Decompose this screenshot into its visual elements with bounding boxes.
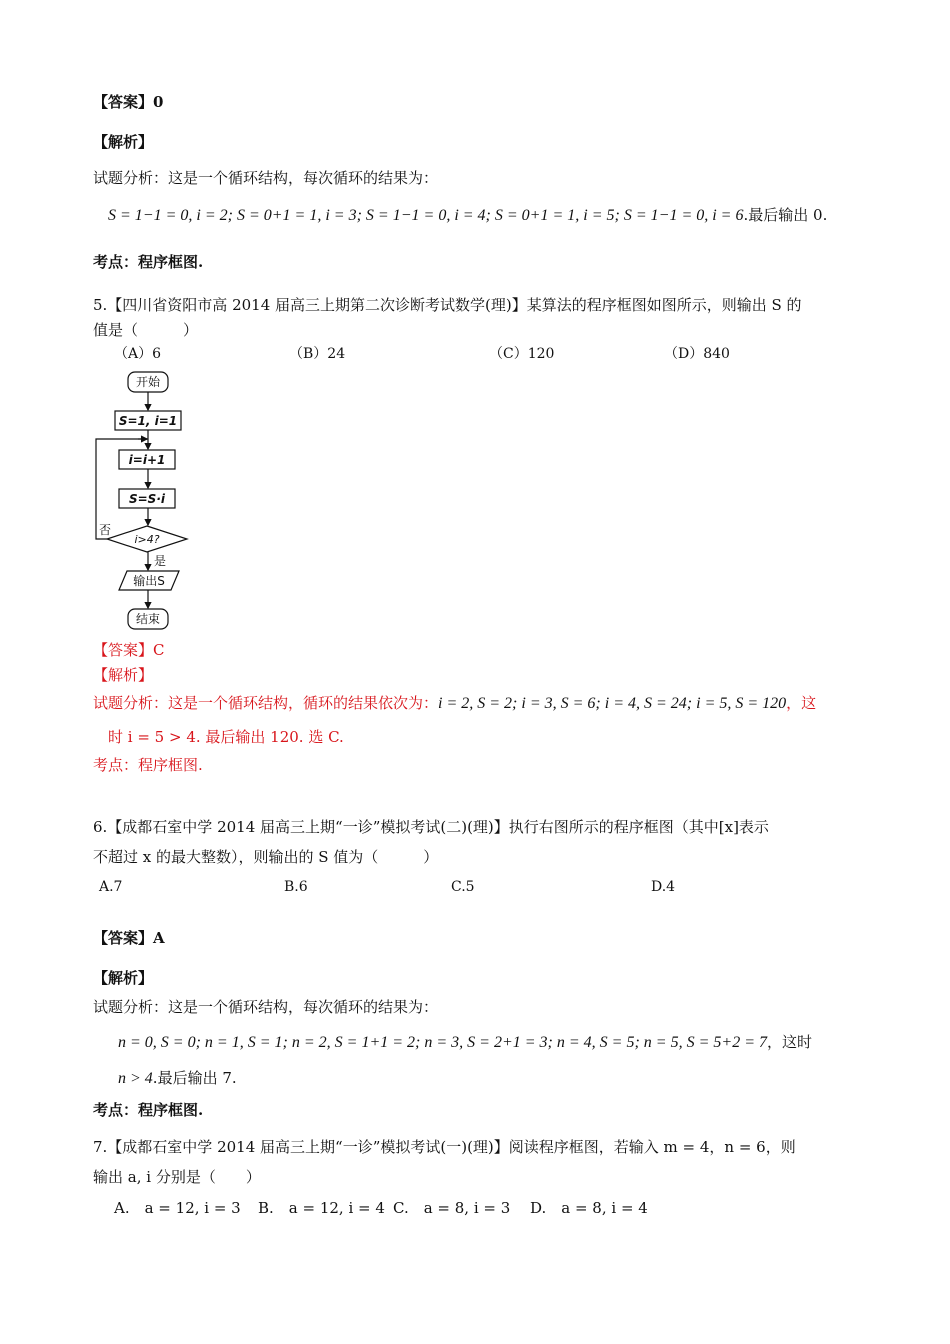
q4-analysis-label: 【解析】: [93, 133, 154, 151]
q4-analysis-intro: 试题分析：这是一个循环结构，每次循环的结果为：: [93, 169, 439, 187]
q5-analysis-math: i = 2, S = 2; i = 3, S = 6; i = 4, S = 24; i = 5, S = 120: [438, 695, 787, 712]
q6-steps: n = 0, S = 0; n = 1, S = 1; n = 2, S = 1+1 = 2; n = 3, S = 2+1 = 3; n = 4, S = 5; n = 5, S = 5+2 = 7: [118, 1034, 767, 1051]
flow-yes-label: 是: [153, 554, 167, 568]
q5-option-a: （A）6: [114, 346, 162, 362]
q5-flowchart: [93, 366, 193, 634]
q5-analysis-line2-b: . 最后输出 120. 选 C.: [195, 728, 344, 746]
q6-line2-a: n > 4: [118, 1070, 153, 1087]
q5-analysis-tail: ，这: [786, 694, 817, 712]
q5-analysis-line1: [93, 693, 816, 714]
q7-option-b: B. a = 12, i = 4: [258, 1199, 385, 1217]
q6-steps-line: [118, 1032, 812, 1053]
q6-line2-b: .最后输出 7.: [152, 1069, 237, 1087]
q6-stem-line2: 不超过 x 的最大整数），则输出的 S 值为（ ）: [93, 848, 439, 866]
q5-stem-line2: 值是（ ）: [93, 321, 199, 339]
q6-analysis-label: 【解析】: [93, 969, 154, 987]
q7-option-c: C. a = 8, i = 3: [393, 1199, 511, 1217]
q4-steps: S = 1−1 = 0, i = 2; S = 0+1 = 1, i = 3; S = 1−1 = 0, i = 4; S = 0+1 = 1, i = 5; S = 1−1 = 0, i = 6: [108, 207, 744, 224]
q6-option-b: B.6: [284, 879, 308, 895]
q5-answer: 【答案】C: [93, 641, 165, 659]
q6-option-a: A.7: [99, 879, 123, 895]
q4-point: 考点：程序框图.: [93, 253, 204, 271]
q5-point: 考点：程序框图.: [93, 756, 203, 774]
q7-option-a: A. a = 12, i = 3: [114, 1199, 241, 1217]
q6-answer: 【答案】A: [93, 929, 165, 947]
q6-point: 考点：程序框图.: [93, 1101, 204, 1119]
q5-option-d: （D）840: [664, 346, 730, 362]
q5-analysis-label: 【解析】: [93, 666, 154, 684]
q7-stem-line1: 7.【成都石室中学 2014 届高三上期“一诊”模拟考试(一)(理)】阅读程序框图，若输入 m = 4，n = 6，则: [93, 1138, 796, 1156]
q5-analysis-intro: 试题分析：这是一个循环结构，循环的结果依次为：: [93, 694, 439, 712]
q6-stem-line1: 6.【成都石室中学 2014 届高三上期“一诊”模拟考试(二)(理)】执行右图所示的程序框图（其中[x]表示: [93, 818, 769, 836]
q6-analysis-intro: 试题分析：这是一个循环结构，每次循环的结果为：: [93, 998, 439, 1016]
q6-option-c: C.5: [451, 879, 475, 895]
flow-no-label: 否: [98, 523, 112, 537]
q4-steps-line: [108, 205, 827, 226]
q5-option-c: （C）120: [489, 346, 555, 362]
q7-stem-line2: 输出 a, i 分别是（ ）: [93, 1168, 261, 1186]
flow-output-text: 输出S: [133, 574, 165, 588]
flow-cond-text: i>4?: [134, 533, 160, 546]
q5-analysis-line2: [108, 727, 344, 747]
flow-end-text: 结束: [135, 612, 161, 626]
flow-start-text: 开始: [135, 375, 161, 389]
q7-option-d: D. a = 8, i = 4: [530, 1199, 648, 1217]
q6-steps-line2: [118, 1068, 237, 1089]
flow-step1-text: i=i+1: [128, 453, 166, 467]
q5-stem-line1: 5.【四川省资阳市高 2014 届高三上期第二次诊断考试数学(理)】某算法的程序框图如图所示，则输出 S 的: [93, 296, 802, 314]
flow-init-text: S=1, i=1: [118, 414, 178, 428]
q4-answer: 【答案】0: [93, 93, 164, 111]
q4-steps-tail: .最后输出 0.: [743, 206, 828, 224]
flow-step2-text: S=S·i: [128, 492, 166, 506]
q5-analysis-line2-a: 时 i = 5 > 4: [108, 728, 196, 746]
q6-option-d: D.4: [651, 879, 676, 895]
q5-option-b: （B）24: [289, 346, 346, 362]
q6-steps-tail: ，这时: [766, 1033, 812, 1051]
